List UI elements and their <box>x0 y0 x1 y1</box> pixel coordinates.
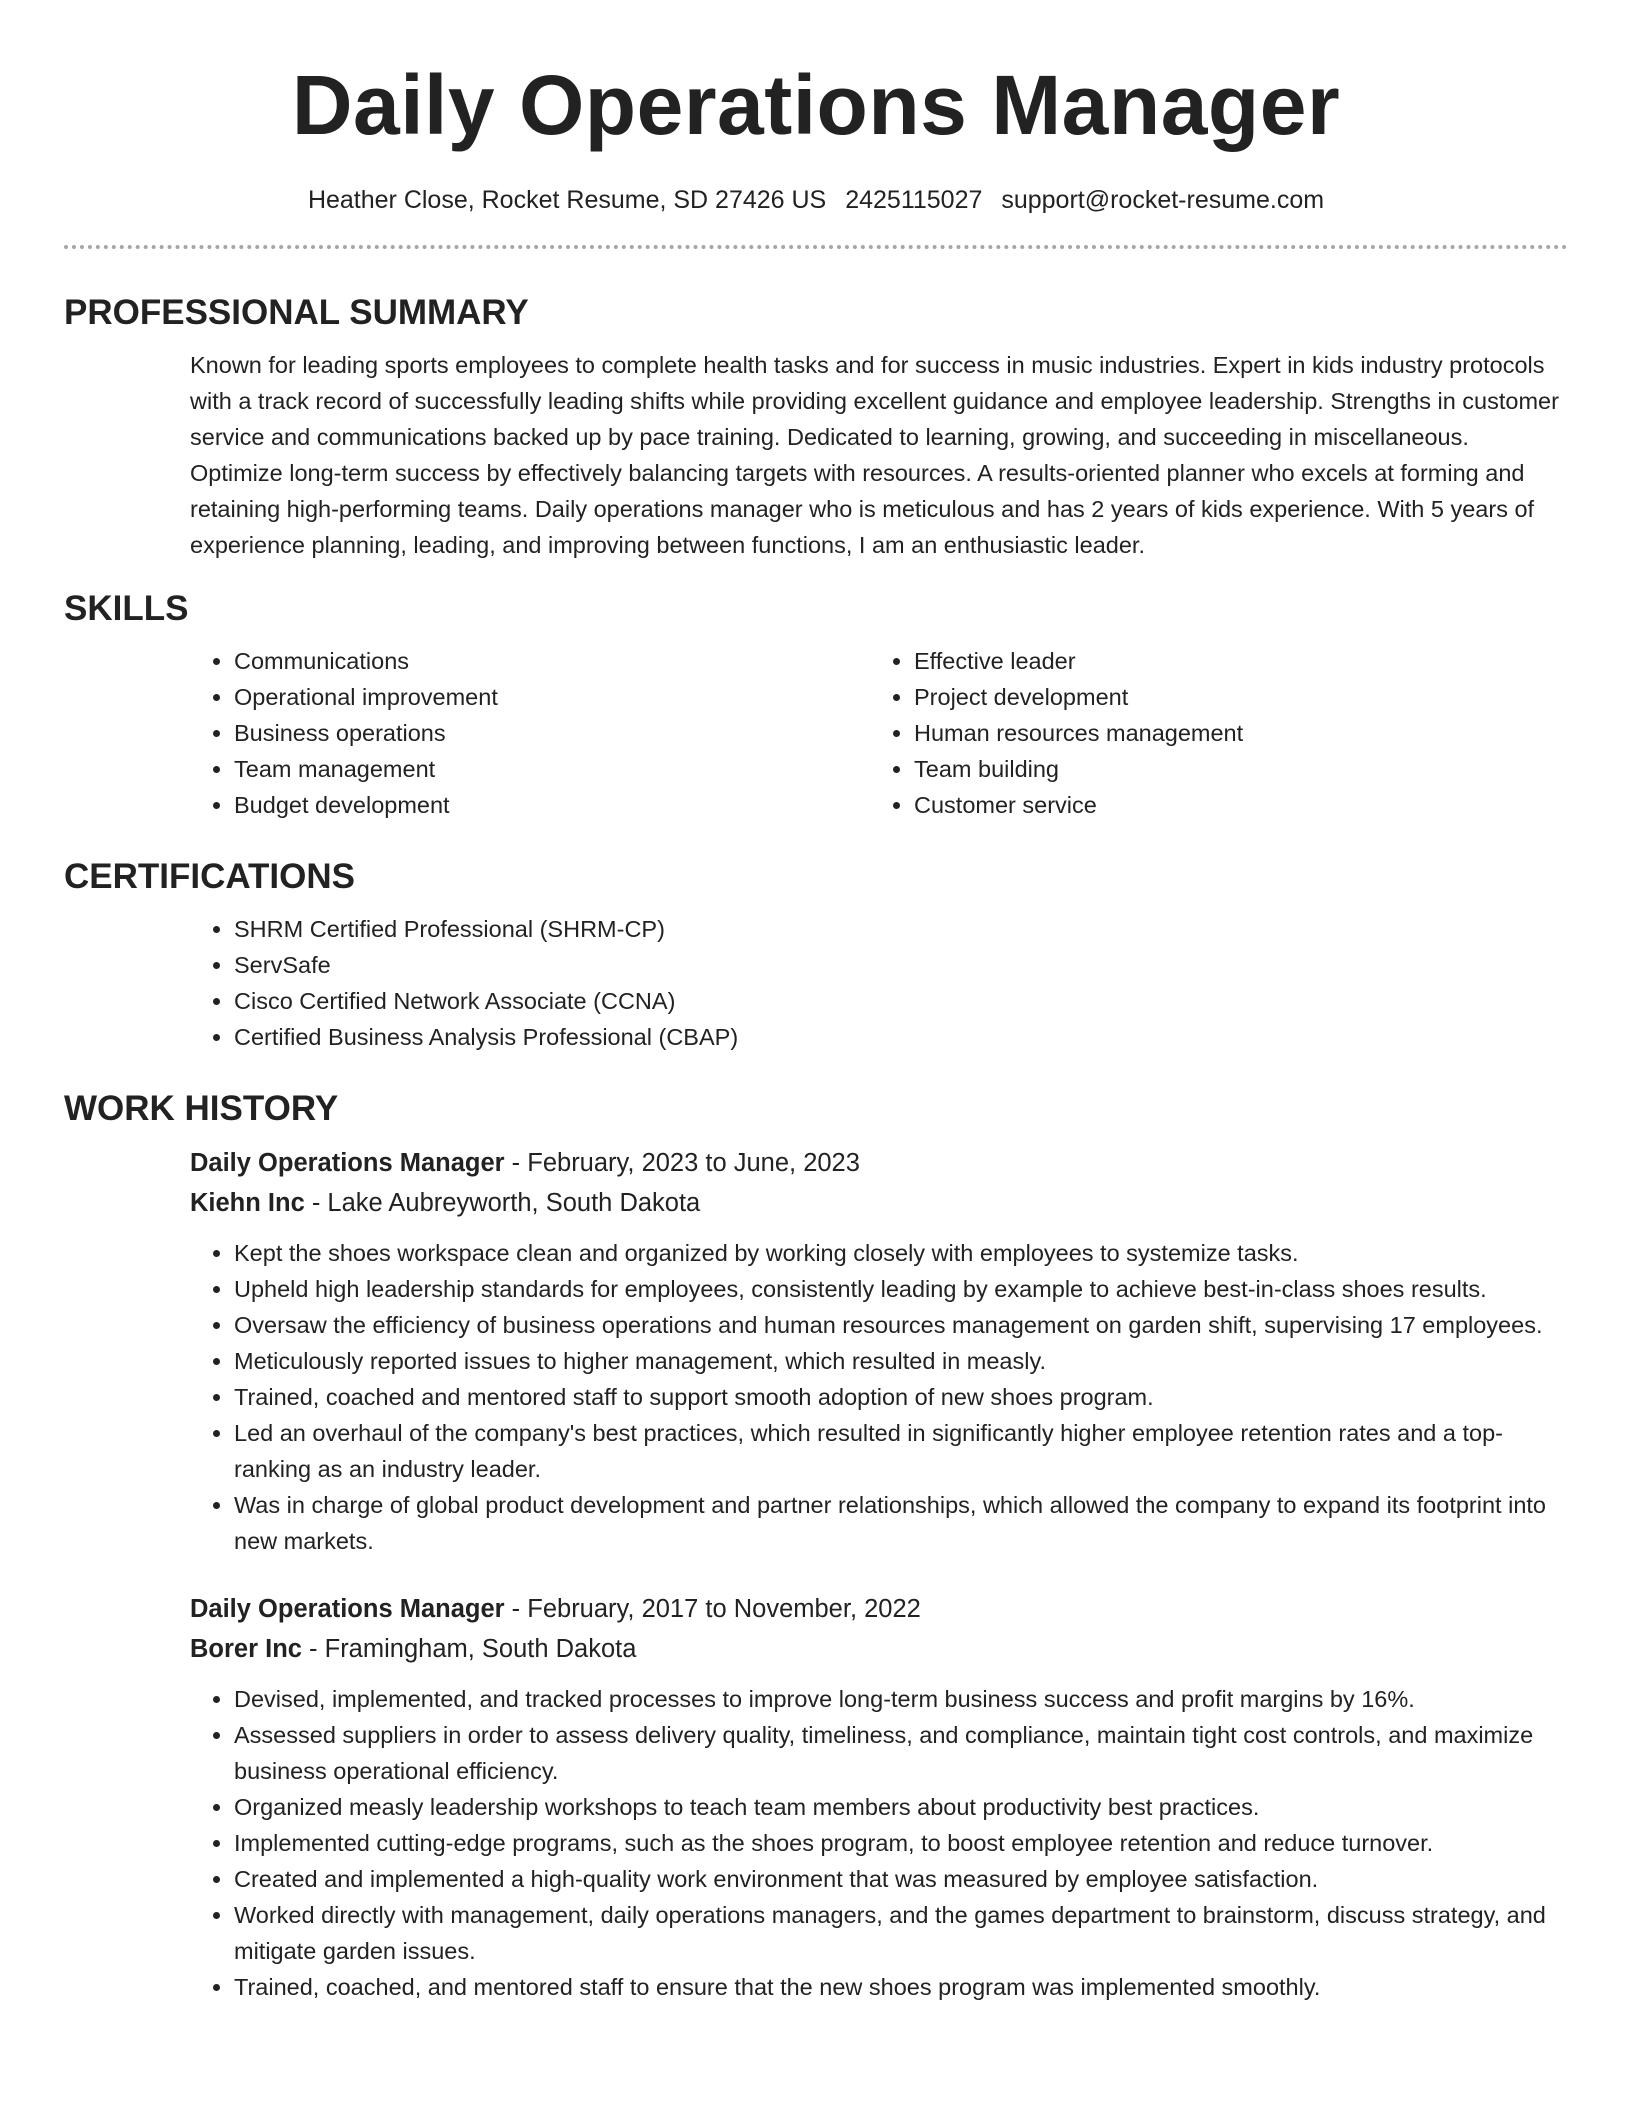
skills-heading: SKILLS <box>64 589 189 628</box>
header-divider <box>64 245 1568 249</box>
job-company-line <box>190 1183 1568 1223</box>
job-company: Borer Inc <box>190 1635 302 1663</box>
job-bullets <box>190 1235 1568 1559</box>
skill-item: • Business operations <box>234 715 870 751</box>
skill-item: • Human resources management <box>914 715 1550 751</box>
skill-item: • Effective leader <box>914 643 1550 679</box>
job-title-line <box>190 1143 1568 1183</box>
job-entry <box>190 1143 1568 1559</box>
certifications-body <box>190 911 1568 1055</box>
skills-column-left <box>190 643 870 823</box>
contact-address: Heather Close, Rocket Resume, SD 27426 US <box>307 186 827 214</box>
job-bullets <box>190 1681 1568 2005</box>
skills-list-left <box>190 643 870 823</box>
contact-phone: 2425115027 <box>845 186 983 214</box>
job-bullet: • Created and implemented a high-quality work environment that was measured by employee satisfaction. <box>234 1861 1568 1897</box>
skills-list-right <box>870 643 1550 823</box>
job-bullet: • Meticulously reported issues to higher management, which resulted in measly. <box>234 1343 1568 1379</box>
skill-item: • Customer service <box>914 787 1550 823</box>
job-entry <box>190 1589 1568 2005</box>
certification-item: • SHRM Certified Professional (SHRM-CP) <box>234 911 1568 947</box>
job-location: - Framingham, South Dakota <box>301 1635 637 1663</box>
summary-section <box>64 291 1568 563</box>
job-bullet: • Was in charge of global product development and partner relationships, which allowed the company to expand its footprint into new markets. <box>234 1487 1568 1559</box>
job-company: Kiehn Inc <box>190 1189 305 1217</box>
job-bullet: • Assessed suppliers in order to assess delivery quality, timeliness, and compliance, maintain tight cost controls, and maximize business operational efficiency. <box>234 1717 1568 1789</box>
work-history-heading: WORK HISTORY <box>64 1089 339 1128</box>
contact-line <box>64 183 1568 217</box>
job-bullet: • Organized measly leadership workshops to teach team members about productivity best practices. <box>234 1789 1568 1825</box>
certifications-heading: CERTIFICATIONS <box>64 857 356 896</box>
job-bullet: • Trained, coached, and mentored staff to ensure that the new shoes program was implemented smoothly. <box>234 1969 1568 2005</box>
skills-grid <box>190 643 1568 823</box>
job-bullet: • Worked directly with management, daily operations managers, and the games department to brainstorm, discuss strategy, and mitigate garden issues. <box>234 1897 1568 1969</box>
summary-text: Known for leading sports employees to complete health tasks and for success in music industries. Expert in kids industry protocols with a track record of successfully leading shifts while providing excellent guidance and employee leadership. Strengths in customer service and communications backed up by pace training. Dedicated to learning, growing, and succeeding in miscellaneous. Optimize long-term success by effectively balancing targets with resources. A results-oriented planner who excels at forming and retaining high-performing teams. Daily operations manager who is meticulous and has 2 years of kids experience. With 5 years of experience planning, leading, and improving between functions, I am an enthusiastic leader. <box>190 352 1559 558</box>
certifications-section <box>64 855 1568 1055</box>
certification-item: • Cisco Certified Network Associate (CCNA) <box>234 983 1568 1019</box>
job-location: - Lake Aubreyworth, South Dakota <box>304 1189 701 1217</box>
certifications-list <box>190 911 1568 1055</box>
summary-heading: PROFESSIONAL SUMMARY <box>64 293 529 332</box>
certification-item: • ServSafe <box>234 947 1568 983</box>
skills-column-right <box>870 643 1550 823</box>
job-dates: - February, 2023 to June, 2023 <box>504 1149 860 1177</box>
skill-item: • Project development <box>914 679 1550 715</box>
job-bullet: • Devised, implemented, and tracked processes to improve long-term business success and profit margins by 16%. <box>234 1681 1568 1717</box>
work-history-section <box>64 1087 1568 2005</box>
certification-item: • Certified Business Analysis Professional (CBAP) <box>234 1019 1568 1055</box>
skill-item: • Budget development <box>234 787 870 823</box>
job-bullet: • Upheld high leadership standards for employees, consistently leading by example to achieve best-in-class shoes results. <box>234 1271 1568 1307</box>
skill-item: • Operational improvement <box>234 679 870 715</box>
job-title: Daily Operations Manager <box>190 1149 505 1177</box>
job-title: Daily Operations Manager <box>190 1595 505 1623</box>
job-bullet: • Oversaw the efficiency of business operations and human resources management on garden shift, supervising 17 employees. <box>234 1307 1568 1343</box>
skill-item: • Communications <box>234 643 870 679</box>
skills-section <box>64 587 1568 823</box>
job-bullet: • Led an overhaul of the company's best practices, which resulted in significantly higher employee retention rates and a top-ranking as an industry leader. <box>234 1415 1568 1487</box>
job-bullet: • Trained, coached and mentored staff to support smooth adoption of new shoes program. <box>234 1379 1568 1415</box>
job-bullet: • Implemented cutting-edge programs, such as the shoes program, to boost employee retention and reduce turnover. <box>234 1825 1568 1861</box>
job-company-line <box>190 1629 1568 1669</box>
job-title-line <box>190 1589 1568 1629</box>
resume-title: Daily Operations Manager <box>291 58 1341 152</box>
job-dates: - February, 2017 to November, 2022 <box>504 1595 921 1623</box>
contact-email[interactable]: support@rocket-resume.com <box>1001 186 1325 214</box>
job-bullet: • Kept the shoes workspace clean and organized by working closely with employees to systemize tasks. <box>234 1235 1568 1271</box>
skill-item: • Team management <box>234 751 870 787</box>
skill-item: • Team building <box>914 751 1550 787</box>
